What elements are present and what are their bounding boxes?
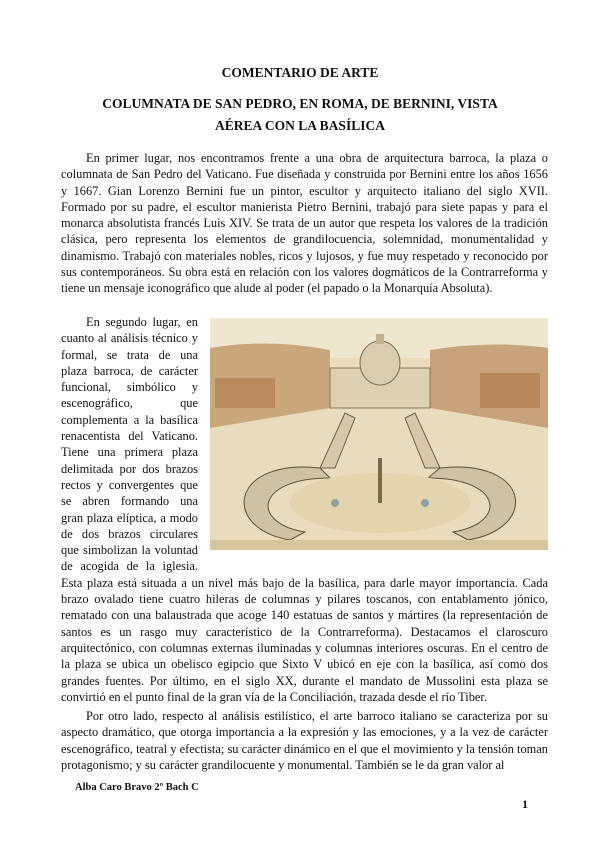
paragraph-3-block: [61, 708, 548, 773]
paragraph-1-block: [61, 150, 548, 297]
document-title: COMENTARIO DE ARTE: [221, 65, 379, 80]
page-number: 1: [522, 797, 528, 811]
engraving-st-peters-square: [210, 318, 548, 564]
paragraph-2-block: [61, 314, 548, 705]
st-peters-square-illustration: [210, 318, 548, 550]
paragraph-1: En primer lugar, nos encontramos frente a una obra de arquitectura barroca, la plaza o columnata de San Pedro del Vaticano. Fue diseñada y construida por Bernini entre los años 1656 y 1667. Gian Lorenzo Bernini fue un pintor, escultor y arquitecto italiano del siglo XVII. Formado por su padre, el escultor manierista Pietro Bernini, trabajó para siete papas y para el monarca absolutista francés Luis XIV. Se trata de un autor que respeta los valores de la tradición clásica, pero representa los elementos de grandilocuencia, solemnidad, monumentalidad y dinamismo. Trabajó con materiales nobles, ricos y lujosos, y fue muy respetado y reconocido por sus contemporáneos. Su obra está en relación con los valores dogmáticos de la Contrarreforma y tiene un mensaje iconográfico que alude al poder (el papado o la Monarquía Absoluta).: [61, 151, 548, 296]
paragraph-2: En segundo lugar, en cuanto al análisis técnico y formal, se trata de una plaza barroca, de carácter funcional, simbólico y escenográfico, que complementa a la basílica renacentista del Vaticano. Tiene una primera plaza delimitada por dos brazos rectos y convergentes que se abren formando una gran plaza elíptica, a modo de dos brazos circulares que simbolizan la voluntad de acogida de la iglesia. Esta plaza está situada a un nivel más bajo de la basílica, para darle mayor importancia. Cada brazo ovalado tiene cuatro hileras de columnas y pilares toscanos, con entablamento jónico, rematado con una balaustrada que acoge 140 estatuas de santos y mártires (la representación de santos es un rasgo muy característico de la Contrarreforma). Destacamos el claroscuro arquitectónico, con columnas externas iluminadas y columnas interiores oscuras. En el centro de la plaza se ubica un obelisco egipcio que Sixto V ubicó en eje con la basílica, así como dos grandes fuentes. Por último, en el siglo XX, durante el mandato de Mussolini esta plaza se convirtió en el punto final de la gran vía de la Conciliación, trazada desde el río Tiber.: [61, 315, 548, 704]
paragraph-3: Por otro lado, respecto al análisis estilístico, el arte barroco italiano se caracteriza por su aspecto dramático, que otorga importancia a la expresión y las emociones, y a la vez de carácter escenográfico, teatral y efectista; su carácter dinámico en el que el movimiento y la tensión toman protagonismo; y su carácter grandilocuente y monumental. También se le da gran valor al: [61, 709, 548, 772]
document-subtitle: COLUMNATA DE SAN PEDRO, EN ROMA, DE BERNINI, VISTA AÉREA CON LA BASÍLICA: [102, 96, 498, 133]
footer-author: Alba Caro Bravo 2º Bach C: [75, 782, 199, 793]
